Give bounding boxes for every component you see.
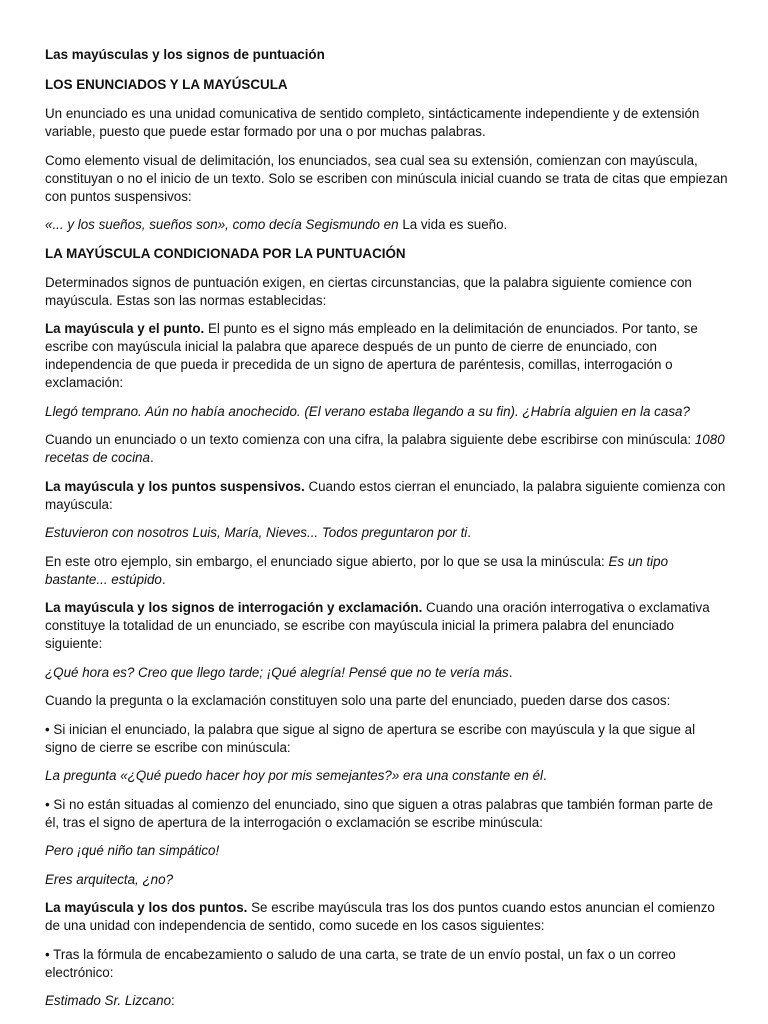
bullet-paragraph: • Si no están situadas al comienzo del enunciado, sino que siguen a otras palabras que también forman parte de él, tras el signo de apertura de la interrogación o exclamación se escribe minúscula:: [45, 796, 713, 830]
section-heading: LOS ENUNCIADOS Y LA MAYÚSCULA: [45, 77, 288, 92]
example-text: Es un tipo bastante... estúpido: [45, 553, 669, 587]
paragraph-text: Cuando un enunciado o un texto comienza con una cifra, la palabra siguiente debe escribirse con minúscula:: [45, 432, 695, 447]
rule-title: La mayúscula y el punto.: [45, 321, 205, 336]
example-paragraph: [45, 992, 730, 1010]
example-text: ¿Qué hora es? Creo que llego tarde; ¡Qué alegría! Pensé que no te vería más: [45, 664, 509, 680]
example-paragraph: [45, 524, 730, 542]
bullet-paragraph: • Tras la fórmula de encabezamiento o saludo de una carta, se trate de un envío postal, un fax o un correo electrónico:: [45, 946, 676, 980]
paragraph-text: En este otro ejemplo, sin embargo, el enunciado sigue abierto, por lo que se usa la minúscula:: [45, 553, 609, 569]
rule-paragraph: [45, 320, 730, 392]
example-end: .: [543, 768, 547, 783]
document-title: Las mayúsculas y los signos de puntuación: [45, 47, 325, 62]
example-text: Estuvieron con nosotros Luis, María, Nieves... Todos preguntaron por ti: [45, 525, 468, 540]
rule-text: El punto es el signo más empleado en la delimitación de enunciados. Por tanto, se escribe con mayúscula inicial la palabra que aparece después de un punto de cierre de enunciado, con independencia de que pueda ir precedida de un signo de apertura de paréntesis, comillas, interrogación o exclamación:: [45, 321, 698, 390]
rule-paragraph: [45, 899, 730, 935]
example-text: 1080 recetas de cocina: [45, 432, 725, 465]
rule-text: Cuando estos cierran el enunciado, la palabra siguiente comienza con mayúscula:: [45, 478, 726, 512]
paragraph: [45, 431, 730, 467]
example-text: Llegó temprano. Aún no había anochecido. (El verano estaba llegando a su fin). ¿Habría alguien en la casa?: [45, 403, 690, 419]
example-text: Estimado Sr. Lizcano: [45, 993, 172, 1008]
example-paragraph: [45, 216, 730, 234]
paragraph: [45, 553, 730, 589]
paragraph: Cuando la pregunta o la exclamación constituyen solo una parte del enunciado, pueden darse dos casos:: [45, 693, 671, 708]
paragraph-text: .: [161, 571, 166, 587]
rule-title: La mayúscula y los dos puntos.: [45, 900, 248, 915]
example-paragraph: [45, 664, 730, 682]
rule-text: Cuando una oración interrogativa o exclamativa constituye la totalidad de un enunciado, se escribe con mayúscula inicial la primera palabra del enunciado siguiente:: [45, 600, 710, 651]
section-heading: LA MAYÚSCULA CONDICIONADA POR LA PUNTUACIÓN: [45, 245, 406, 261]
paragraph: Un enunciado es una unidad comunicativa de sentido completo, sintácticamente independiente y de extensión variable, puesto que puede estar formado por una o por muchas palabras.: [45, 106, 700, 139]
example-paragraph: [45, 767, 730, 785]
example-end: .: [467, 525, 472, 540]
rule-text: Se escribe mayúscula tras los dos puntos cuando estos anuncian el comienzo de una unidad con independencia de sentido, como sucede en los casos siguientes:: [45, 900, 715, 933]
rule-title: La mayúscula y los puntos suspensivos.: [45, 478, 305, 494]
rule-title: La mayúscula y los signos de interrogación y exclamación.: [45, 600, 423, 615]
paragraph: Determinados signos de puntuación exigen, en ciertas circunstancias, que la palabra siguiente comience con mayúscula. Estas son las normas establecidas:: [45, 274, 692, 308]
example-text: «... y los sueños, sueños son», como decía Segismundo en: [45, 217, 403, 232]
rule-paragraph: [45, 599, 730, 653]
example-text: Pero ¡qué niño tan simpático!: [45, 843, 220, 858]
example-paragraph: [45, 871, 730, 889]
rule-paragraph: [45, 478, 730, 514]
example-paragraph: [45, 403, 730, 421]
work-title: La vida es sueño.: [402, 217, 508, 232]
paragraph: Como elemento visual de delimitación, los enunciados, sea cual sea su extensión, comienzan con mayúscula, constituyan o no el inicio de un texto. Solo se escriben con minúscula inicial cuando se trata de citas que empiezan con puntos suspensivos:: [45, 152, 728, 204]
paragraph-text: .: [149, 450, 154, 465]
example-paragraph: [45, 842, 730, 860]
example-text: Eres arquitecta, ¿no?: [45, 871, 174, 887]
bullet-paragraph: • Si inician el enunciado, la palabra que sigue al signo de apertura se escribe con mayúscula y la que sigue al signo de cierre se escribe con minúscula:: [45, 721, 696, 755]
example-end: :: [171, 993, 175, 1008]
document-body: [45, 46, 730, 1021]
example-text: La pregunta «¿Qué puedo hacer hoy por mis semejantes?» era una constante en él: [45, 768, 544, 783]
example-end: .: [508, 664, 513, 680]
